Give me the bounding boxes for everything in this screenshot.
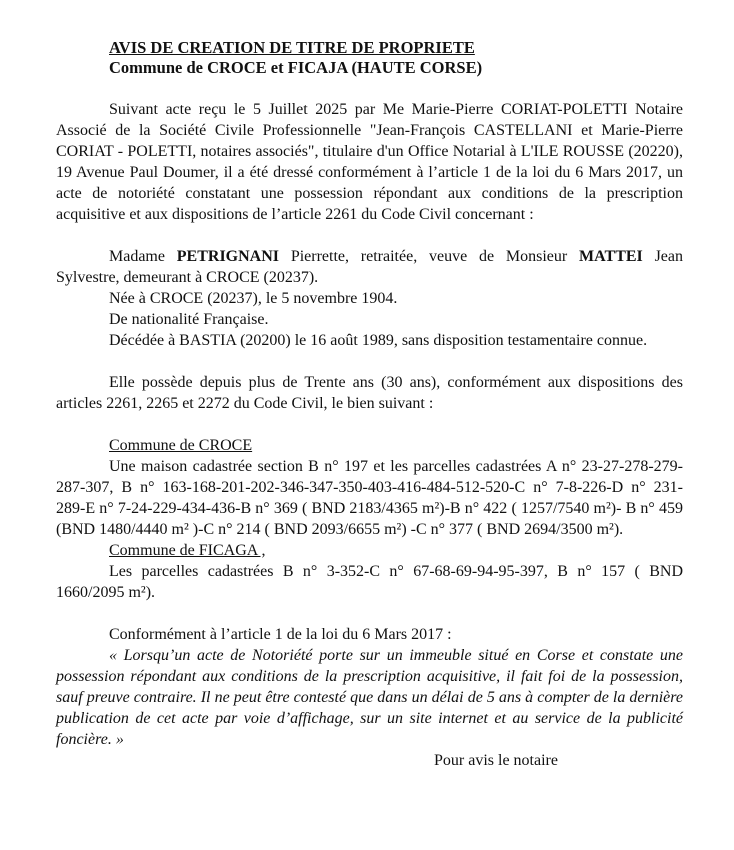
notice-subtitle: Commune de CROCE et FICAJA (HAUTE CORSE) (109, 58, 483, 77)
law-intro: Conformément à l’article 1 de la loi du 6 Mars 2017 : (109, 626, 452, 643)
person-prefix: Madame (109, 248, 177, 265)
spouse-surname: MATTEI (579, 248, 643, 265)
nationality-line: De nationalité Française. (109, 311, 269, 328)
person-paragraph (56, 246, 683, 288)
commune-croce-parcels: Une maison cadastrée section B n° 197 et les parcelles cadastrées A n° 23-27-278-279-287-307, B n° 163-168-201-202-346-347-350-403-416-484-512-520-C n° 7-8-226-D n° 231-289-E n° 7-24-229-434-436-B n° 369 ( BND 2183/4365 m²)-B n° 422 ( 1257/7540 m²)- B n° 459 (BND 1480/4440 m² )-C n° 214 ( BND 2093/6655 m²) -C n° 377 ( BND 2694/3500 m²). (56, 458, 683, 538)
law-quote: « Lorsqu’un acte de Notoriété porte sur un immeuble situé en Corse et constate une possession répondant aux conditions de la prescription acquisitive, il fait foi de la possession, sauf preuve contraire. Il ne peut être contesté que dans un délai de 5 ans à compter de la dernière publication de cet acte par voie d’affichage, sur un site internet et au service de la publicité foncière. » (56, 647, 683, 748)
intro-paragraph: Suivant acte reçu le 5 Juillet 2025 par Me Marie-Pierre CORIAT-POLETTI Notaire Associé de la Société Civile Professionnelle "Jean-François CASTELLANI et Marie-Pierre CORIAT - POLETTI, notaires associés", titulaire d'un Office Notarial à L'ILE ROUSSE (20220), 19 Avenue Paul Doumer, il a été dressé conformément à l’article 1 de la loi du 6 Mars 2017, un acte de notoriété constatant une possession répondant aux conditions de la prescription acquisitive et aux dispositions de l’article 2261 du Code Civil concernant : (56, 101, 683, 223)
commune-croce-heading: Commune de CROCE (109, 437, 253, 454)
possession-paragraph: Elle possède depuis plus de Trente ans (30 ans), conformément aux dispositions des articles 2261, 2265 et 2272 du Code Civil, le bien suivant : (56, 374, 683, 412)
commune-ficaga-parcels: Les parcelles cadastrées B n° 3-352-C n° 67-68-69-94-95-397, B n° 157 ( BND 1660/2095 m²). (56, 563, 683, 601)
birth-line: Née à CROCE (20237), le 5 novembre 1904. (109, 290, 398, 307)
signature-line: Pour avis le notaire (434, 752, 558, 769)
commune-ficaga-heading: Commune de FICAGA , (109, 542, 266, 559)
notice-document (56, 38, 683, 771)
person-surname: PETRIGNANI (176, 248, 280, 265)
notice-title: AVIS DE CREATION DE TITRE DE PROPRIETE (109, 38, 475, 57)
death-line: Décédée à BASTIA (20200) le 16 août 1989, sans disposition testamentaire connue. (109, 332, 648, 349)
person-middle: Pierrette, retraitée, veuve de Monsieur (279, 248, 580, 265)
person-suffix: Jean Sylvestre, demeurant à CROCE (20237). (56, 248, 683, 286)
